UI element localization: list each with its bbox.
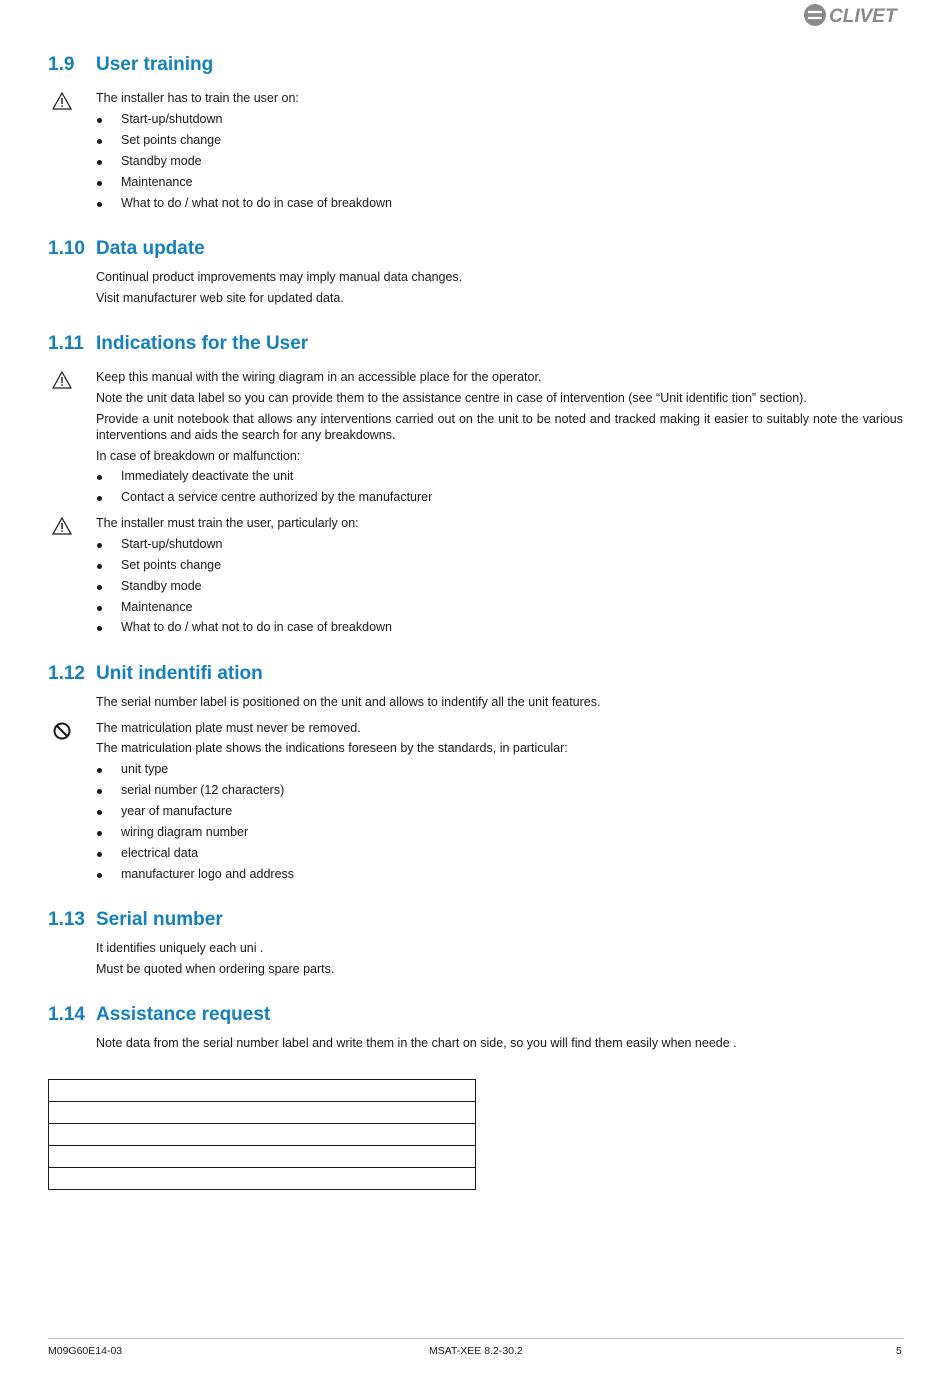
section-title-indications: 1.11 Indications for the User [48,333,309,354]
list-item: What to do / what not to do in case of breakdown [96,619,392,635]
user-training-intro: The installer has to train the user on: [96,91,299,105]
list-item: Set points change [96,557,221,573]
table-cell[interactable] [49,1146,476,1168]
section-title-assistance-request: 1.14 Assistance request [48,1004,271,1025]
serial-text-2: Must be quoted when ordering spare parts. [96,962,335,976]
indications-text-5: The installer must train the user, particularly on: [96,516,359,530]
section-title-user-training: 1.9 User training [48,54,214,75]
list-item: unit type [96,761,168,777]
table-row [49,1146,476,1168]
list-item: Standby mode [96,578,202,594]
identification-text-3: The matriculation plate shows the indications foreseen by the standards, in particular: [96,741,568,755]
table-row [49,1168,476,1190]
footer-page-number: 5 [896,1345,902,1357]
section-title-data-update: 1.10 Data update [48,238,205,259]
list-item: electrical data [96,845,198,861]
list-item: What to do / what not to do in case of breakdown [96,195,392,211]
table-row [49,1080,476,1102]
list-item: manufacturer logo and address [96,866,294,882]
clivet-logo [802,2,906,28]
list-item: wiring diagram number [96,824,248,840]
identification-text-2: The matriculation plate must never be removed. [96,721,361,735]
footer-divider [48,1338,904,1339]
table-cell[interactable] [49,1080,476,1102]
footer-doc-code: M09G60E14-03 [48,1345,123,1357]
data-update-text-1: Continual product improvements may imply manual data changes. [96,270,463,284]
list-item: year of manufacture [96,803,232,819]
list-item: Set points change [96,132,221,148]
list-item: Maintenance [96,174,193,190]
serial-text-1: It identifies uniquely each uni . [96,941,264,955]
assistance-data-chart [48,1079,476,1190]
table-cell[interactable] [49,1168,476,1190]
section-title-unit-identification: 1.12 Unit indentifi ation [48,663,263,684]
list-item: Standby mode [96,153,202,169]
warning-icon [52,516,72,536]
identification-text-1: The serial number label is positioned on the unit and allows to indentify all the unit features. [96,695,601,709]
indications-text-1: Keep this manual with the wiring diagram in an accessible place for the operator. [96,370,542,384]
list-item: Contact a service centre authorized by the manufacturer [96,489,432,505]
list-item: Start-up/shutdown [96,111,222,127]
indications-text-2: Note the unit data label so you can provide them to the assistance centre in case of intervention (see “Unit identific tion” section). [96,391,807,405]
table-cell[interactable] [49,1102,476,1124]
list-item: serial number (12 characters) [96,782,284,798]
indications-text-4: In case of breakdown or malfunction: [96,449,301,463]
table-cell[interactable] [49,1124,476,1146]
indications-text-3: Provide a unit notebook that allows any interventions carried out on the unit to be noted and tracked making it easier to suitably note the various interventions and aids the search for any breakdowns. [96,412,903,442]
data-update-text-2: Visit manufacturer web site for updated data. [96,291,344,305]
list-item: Immediately deactivate the unit [96,468,293,484]
section-title-serial-number: 1.13 Serial number [48,909,223,930]
table-row [49,1102,476,1124]
footer-model: MSAT-XEE 8.2-30.2 [429,1345,523,1357]
prohibited-icon [52,721,72,741]
table-row [49,1124,476,1146]
list-item: Start-up/shutdown [96,536,222,552]
warning-icon [52,91,72,111]
warning-icon [52,370,72,390]
logo-text: CLIVET [829,6,897,27]
list-item: Maintenance [96,599,193,615]
assistance-text: Note data from the serial number label and write them in the chart on side, so you will find them easily when neede . [96,1036,737,1050]
